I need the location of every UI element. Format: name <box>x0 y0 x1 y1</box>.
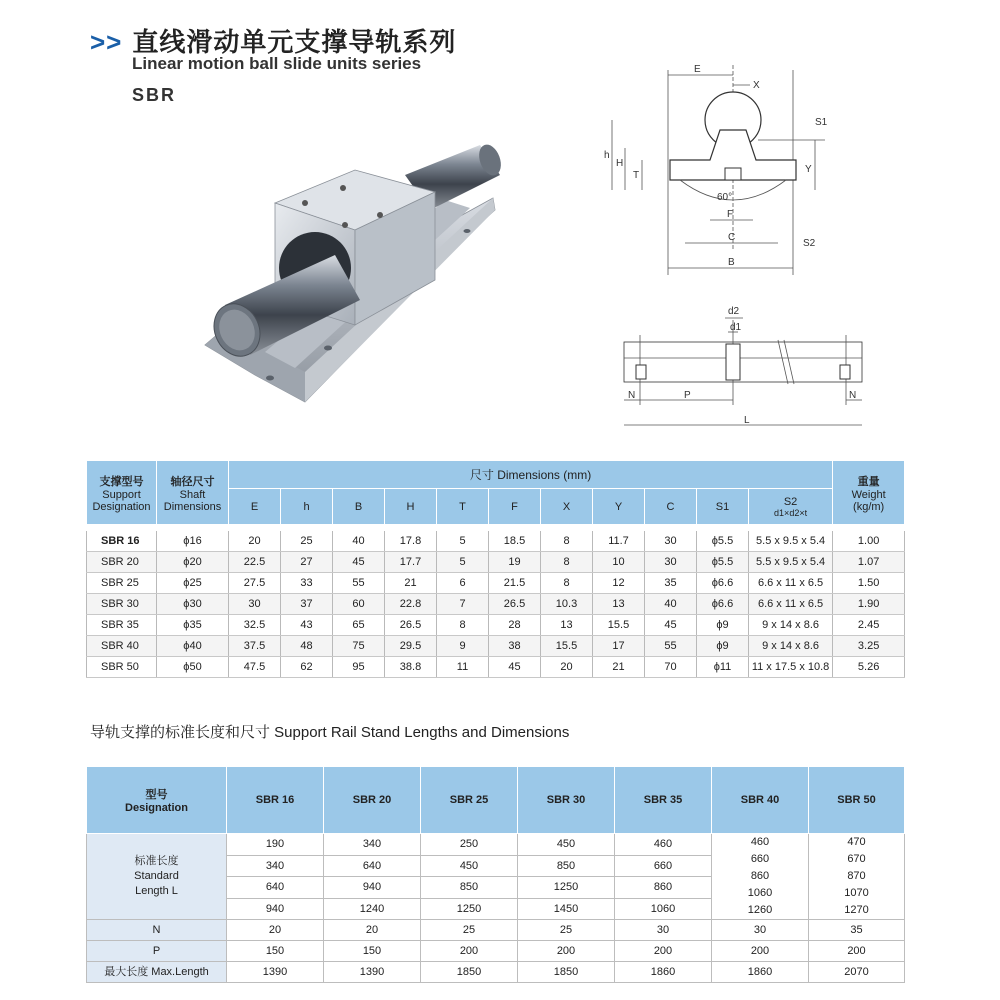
header-model: SBR 20 <box>324 767 421 834</box>
table-cell: 13 <box>541 615 593 636</box>
p-row <box>87 941 905 962</box>
column-header-b: B <box>333 489 385 525</box>
table-cell: 21 <box>593 657 645 678</box>
model-cell: SBR 25 <box>87 573 157 594</box>
table-cell: 40 <box>645 594 697 615</box>
label-S1: S1 <box>815 117 828 128</box>
header-dimensions: 尺寸 Dimensions (mm) <box>229 461 833 489</box>
table-cell: 10 <box>593 552 645 573</box>
table-cell: 460 <box>615 834 712 856</box>
table-cell: 95 <box>333 657 385 678</box>
table-row <box>87 615 905 636</box>
sbr50-lengths <box>809 834 905 920</box>
table-cell: 1250 <box>518 877 615 899</box>
column-header-x: X <box>541 489 593 525</box>
table-cell: 1.90 <box>833 594 905 615</box>
table-cell: 30 <box>229 594 281 615</box>
header-model: SBR 35 <box>615 767 712 834</box>
table-cell: 5 <box>437 552 489 573</box>
table-cell: 20 <box>227 920 324 941</box>
table-cell: 1390 <box>227 962 324 983</box>
table-cell: 30 <box>615 920 712 941</box>
table-cell: 11 x 17.5 x 10.8 <box>749 657 833 678</box>
label-P: P <box>684 390 691 401</box>
table-cell: 55 <box>645 636 697 657</box>
table-cell: 640 <box>227 877 324 899</box>
table-cell: 190 <box>227 834 324 856</box>
label-F: F <box>727 209 734 220</box>
table-cell: ϕ50 <box>157 657 229 678</box>
label-S2: S2 <box>803 238 816 249</box>
table-cell: 38.8 <box>385 657 437 678</box>
header-designation <box>87 767 227 834</box>
row-label: N <box>87 920 227 941</box>
header-designation-en: Designation <box>125 802 188 814</box>
table-cell: 60 <box>333 594 385 615</box>
length-value: 860 <box>750 870 770 882</box>
header-weight <box>833 461 905 525</box>
table-cell: 27 <box>281 552 333 573</box>
label-N-left: N <box>628 390 636 401</box>
table-cell: 45 <box>645 615 697 636</box>
table-cell: 37 <box>281 594 333 615</box>
header-support-en1: Support <box>102 488 141 501</box>
table-cell: 5.5 x 9.5 x 5.4 <box>749 552 833 573</box>
table-cell: 25 <box>281 531 333 552</box>
table-cell: 17 <box>593 636 645 657</box>
table-cell: 20 <box>229 531 281 552</box>
table-cell: ϕ11 <box>697 657 749 678</box>
table-cell: 17.7 <box>385 552 437 573</box>
table-row <box>87 594 905 615</box>
table-cell: 6 <box>437 573 489 594</box>
table-cell: 250 <box>421 834 518 856</box>
table-cell: 27.5 <box>229 573 281 594</box>
double-arrow-icon: >> <box>90 27 123 57</box>
lengths-table <box>86 766 905 983</box>
column-header-h: h <box>281 489 333 525</box>
table-cell: 47.5 <box>229 657 281 678</box>
table-cell: 8 <box>437 615 489 636</box>
table-cell: 29.5 <box>385 636 437 657</box>
table-cell: 150 <box>227 941 324 962</box>
table-cell: ϕ6.6 <box>697 573 749 594</box>
table-cell: 19 <box>489 552 541 573</box>
table-cell: 850 <box>518 855 615 877</box>
table-cell: 21.5 <box>489 573 541 594</box>
table-cell: ϕ9 <box>697 636 749 657</box>
table-cell: 1250 <box>421 898 518 920</box>
table-cell: ϕ30 <box>157 594 229 615</box>
table-row <box>87 657 905 678</box>
table-row <box>87 531 905 552</box>
label-d1: d1 <box>730 322 742 333</box>
label-E: E <box>694 64 701 75</box>
max-length-row <box>87 962 905 983</box>
table-cell: 28 <box>489 615 541 636</box>
column-header-f: F <box>489 489 541 525</box>
table-cell: 37.5 <box>229 636 281 657</box>
table-cell: 8 <box>541 573 593 594</box>
table-cell: 38 <box>489 636 541 657</box>
table-cell: 450 <box>518 834 615 856</box>
table-cell: 20 <box>324 920 421 941</box>
label-T: T <box>633 170 640 181</box>
table-cell: 26.5 <box>489 594 541 615</box>
model-cell: SBR 16 <box>87 531 157 552</box>
label-angle: 60° <box>717 192 733 203</box>
length-value: 670 <box>847 853 866 865</box>
table-cell: 1.00 <box>833 531 905 552</box>
table-cell: 1240 <box>324 898 421 920</box>
series-model: SBR <box>132 85 177 105</box>
table-cell: 15.5 <box>541 636 593 657</box>
table-cell: 30 <box>645 531 697 552</box>
label-h: h <box>604 150 610 161</box>
table-cell: 1450 <box>518 898 615 920</box>
table-cell: 2.45 <box>833 615 905 636</box>
model-cell: SBR 35 <box>87 615 157 636</box>
table-cell: 200 <box>421 941 518 962</box>
standard-length-en2: Length L <box>135 885 178 897</box>
standard-length-cn: 标准长度 <box>134 855 179 867</box>
table-row <box>87 573 905 594</box>
table-cell: 940 <box>227 898 324 920</box>
title-chinese: 直线滑动单元支撑导轨系列 <box>132 27 457 57</box>
table-cell: 640 <box>324 855 421 877</box>
table-cell: ϕ16 <box>157 531 229 552</box>
label-H: H <box>616 158 624 169</box>
table-cell: 25 <box>518 920 615 941</box>
label-d2: d2 <box>728 306 740 317</box>
table-cell: 32.5 <box>229 615 281 636</box>
length-value: 1260 <box>747 904 773 916</box>
table-cell: 22.5 <box>229 552 281 573</box>
rail-side-diagram <box>618 300 868 440</box>
table-cell: 5.26 <box>833 657 905 678</box>
label-Y: Y <box>805 164 812 175</box>
model-cell: SBR 50 <box>87 657 157 678</box>
label-C: C <box>728 232 736 243</box>
table-cell: 48 <box>281 636 333 657</box>
header-weight-en1: Weight <box>851 488 886 501</box>
model-cell: SBR 30 <box>87 594 157 615</box>
header-weight-en2: (kg/m) <box>853 500 885 513</box>
table-cell: 3.25 <box>833 636 905 657</box>
header-shaft-cn: 轴径尺寸 <box>170 475 215 488</box>
table-cell: ϕ5.5 <box>697 552 749 573</box>
table-cell: 62 <box>281 657 333 678</box>
table-cell: 12 <box>593 573 645 594</box>
table-cell: 1390 <box>324 962 421 983</box>
table-cell: 9 x 14 x 8.6 <box>749 636 833 657</box>
header-model: SBR 30 <box>518 767 615 834</box>
label-L: L <box>744 415 750 426</box>
table-cell: 20 <box>541 657 593 678</box>
table-cell: 18.5 <box>489 531 541 552</box>
column-header-t: T <box>437 489 489 525</box>
table-cell: 340 <box>324 834 421 856</box>
row-label: 最大长度 Max.Length <box>87 962 227 983</box>
table-cell: ϕ25 <box>157 573 229 594</box>
column-header-s2-sub: d1×d2×t <box>774 507 808 518</box>
table-cell: 45 <box>489 657 541 678</box>
table-cell: 2070 <box>809 962 905 983</box>
table-cell: 21 <box>385 573 437 594</box>
table-cell: 7 <box>437 594 489 615</box>
table-cell: 9 <box>437 636 489 657</box>
header-model: SBR 16 <box>227 767 324 834</box>
length-value: 1070 <box>844 887 869 899</box>
table-cell: 200 <box>518 941 615 962</box>
product-image <box>195 140 505 420</box>
label-N-right: N <box>849 390 857 401</box>
table-cell: 1060 <box>615 898 712 920</box>
table-cell: 340 <box>227 855 324 877</box>
table-cell: 450 <box>421 855 518 877</box>
table-cell: 6.6 x 11 x 6.5 <box>749 594 833 615</box>
table-cell: 940 <box>324 877 421 899</box>
table-cell: ϕ6.6 <box>697 594 749 615</box>
dimensions-table <box>86 460 905 678</box>
table-cell: 1850 <box>518 962 615 983</box>
table-cell: 75 <box>333 636 385 657</box>
standard-length-label <box>87 834 227 920</box>
table-cell: 11 <box>437 657 489 678</box>
length-value: 1060 <box>747 887 773 899</box>
table-cell: 9 x 14 x 8.6 <box>749 615 833 636</box>
column-header-h: H <box>385 489 437 525</box>
table-cell: 43 <box>281 615 333 636</box>
n-row <box>87 920 905 941</box>
column-header-s1: S1 <box>697 489 749 525</box>
header-shaft-en1: Shaft <box>179 488 206 501</box>
table-cell: ϕ40 <box>157 636 229 657</box>
header-shaft <box>157 461 229 525</box>
table-cell: 13 <box>593 594 645 615</box>
table-cell: 1.50 <box>833 573 905 594</box>
sbr40-lengths <box>712 834 809 920</box>
table-row <box>87 834 905 856</box>
table-cell: 1850 <box>421 962 518 983</box>
table-cell: 860 <box>615 877 712 899</box>
length-value: 460 <box>750 836 770 848</box>
section-title-lengths: 导轨支撑的标准长度和尺寸 Support Rail Stand Lengths and Dimensions <box>90 724 570 741</box>
table-cell: ϕ20 <box>157 552 229 573</box>
table-cell: 35 <box>645 573 697 594</box>
header-shaft-en2: Dimensions <box>163 500 222 513</box>
table-cell: 25 <box>421 920 518 941</box>
column-header-y: Y <box>593 489 645 525</box>
column-header-c: C <box>645 489 697 525</box>
table-row <box>87 552 905 573</box>
header-model: SBR 50 <box>809 767 905 834</box>
header-model: SBR 40 <box>712 767 809 834</box>
table-cell: 200 <box>712 941 809 962</box>
model-cell: SBR 20 <box>87 552 157 573</box>
page-subtitle: Linear motion ball slide units series <box>132 54 422 73</box>
table-cell: 33 <box>281 573 333 594</box>
row-label: P <box>87 941 227 962</box>
table-cell: 150 <box>324 941 421 962</box>
header-weight-cn: 重量 <box>857 475 880 488</box>
table-cell: 200 <box>615 941 712 962</box>
table-row <box>87 636 905 657</box>
table-cell: 5 <box>437 531 489 552</box>
table-cell: 22.8 <box>385 594 437 615</box>
table-cell: 26.5 <box>385 615 437 636</box>
table-cell: 850 <box>421 877 518 899</box>
table-cell: 200 <box>809 941 905 962</box>
standard-length-en1: Standard <box>134 870 179 882</box>
table-cell: ϕ35 <box>157 615 229 636</box>
table-cell: ϕ5.5 <box>697 531 749 552</box>
label-X: X <box>753 80 760 91</box>
table-cell: 660 <box>615 855 712 877</box>
header-support-en2: Designation <box>92 500 151 513</box>
table-cell: 1860 <box>712 962 809 983</box>
label-B: B <box>728 257 735 268</box>
table-cell: 55 <box>333 573 385 594</box>
table-cell: 8 <box>541 531 593 552</box>
table-cell: 35 <box>809 920 905 941</box>
table-cell: 30 <box>712 920 809 941</box>
length-value: 470 <box>847 836 866 848</box>
length-value: 660 <box>750 853 770 865</box>
column-header-e: E <box>229 489 281 525</box>
table-cell: 11.7 <box>593 531 645 552</box>
length-value: 1270 <box>844 904 869 916</box>
table-cell: 10.3 <box>541 594 593 615</box>
table-cell: 70 <box>645 657 697 678</box>
column-header-s2-label: S2 <box>783 495 798 508</box>
model-cell: SBR 40 <box>87 636 157 657</box>
table-cell: 17.8 <box>385 531 437 552</box>
table-cell: 1860 <box>615 962 712 983</box>
header-model: SBR 25 <box>421 767 518 834</box>
table-cell: 5.5 x 9.5 x 5.4 <box>749 531 833 552</box>
table-cell: 65 <box>333 615 385 636</box>
table-cell: 40 <box>333 531 385 552</box>
table-cell: 45 <box>333 552 385 573</box>
header-designation-cn: 型号 <box>145 789 168 801</box>
table-cell: ϕ9 <box>697 615 749 636</box>
table-cell: 1.07 <box>833 552 905 573</box>
table-cell: 6.6 x 11 x 6.5 <box>749 573 833 594</box>
table-cell: 8 <box>541 552 593 573</box>
header-support-cn: 支撑型号 <box>99 475 144 488</box>
length-value: 870 <box>847 870 866 882</box>
header-support <box>87 461 157 525</box>
column-header-s2 <box>749 489 833 525</box>
cross-section-diagram <box>600 60 828 280</box>
table-cell: 30 <box>645 552 697 573</box>
table-cell: 15.5 <box>593 615 645 636</box>
